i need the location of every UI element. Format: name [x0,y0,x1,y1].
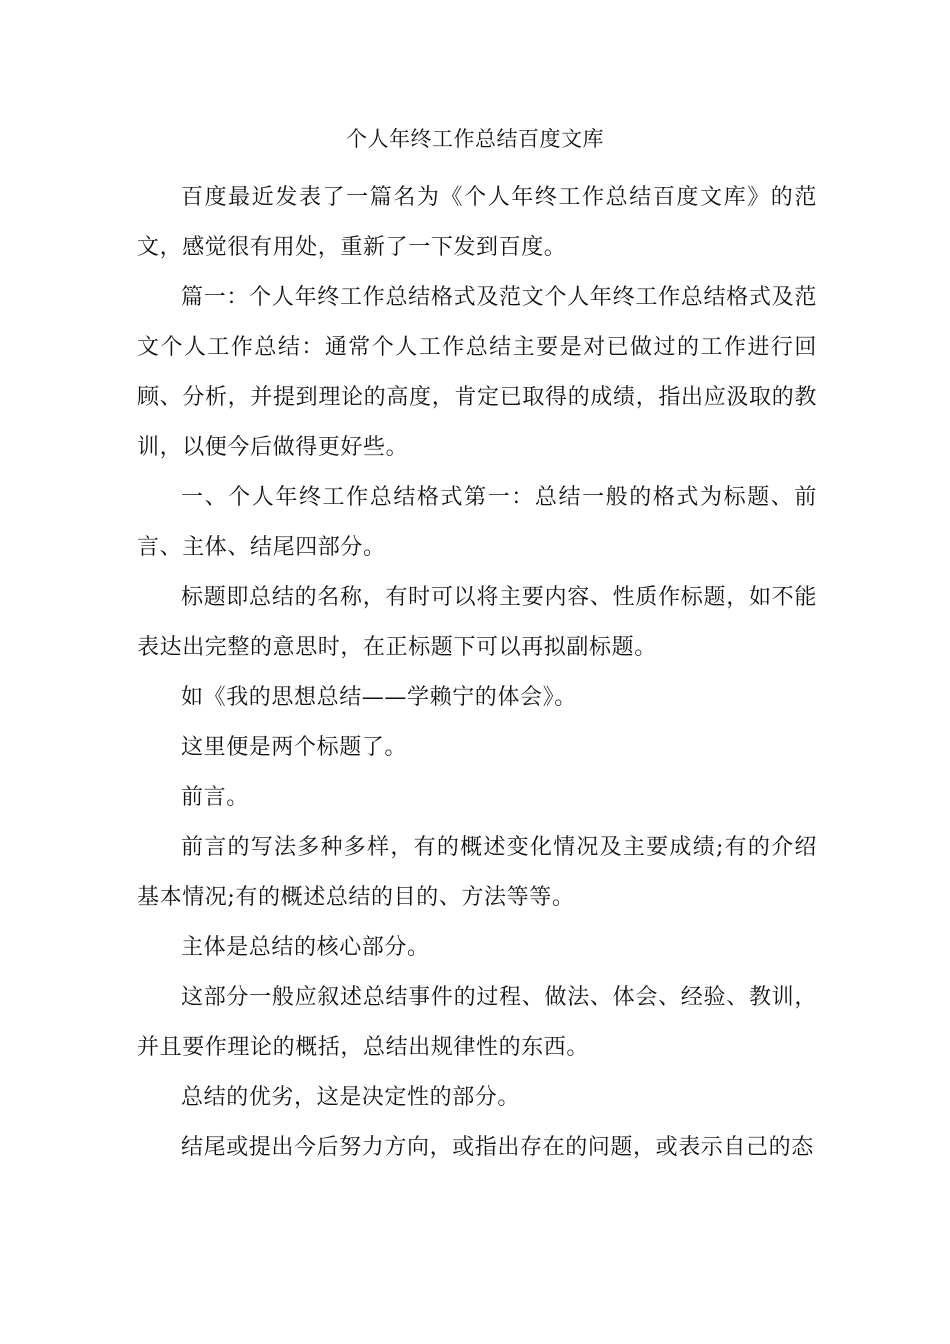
paragraph: 标题即总结的名称，有时可以将主要内容、性质作标题，如不能表达出完整的意思时，在正标题下可以再拟副标题。 [137,585,817,660]
paragraph: 百度最近发表了一篇名为《个人年终工作总结百度文库》的范文，感觉很有用处，重新了一下发到百度。 [137,185,817,260]
paragraph: 主体是总结的核心部分。 [181,935,430,960]
paragraph: 这里便是两个标题了。 [181,735,408,760]
paragraph: 结尾或提出今后努力方向，或指出存在的问题，或表示自己的态 [181,1135,814,1160]
document-title: 个人年终工作总结百度文库 [346,127,604,151]
paragraph: 这部分一般应叙述总结事件的过程、做法、体会、经验、教训，并且要作理论的概括，总结出规律性的东西。 [137,985,817,1060]
paragraph: 前言。 [181,785,249,810]
paragraph: 如《我的思想总结——学赖宁的体会》。 [181,685,577,710]
paragraph: 前言的写法多种多样，有的概述变化情况及主要成绩;有的介绍基本情况;有的概述总结的目的、方法等等。 [137,835,817,910]
paragraph: 一、个人年终工作总结格式第一：总结一般的格式为标题、前言、主体、结尾四部分。 [137,485,817,560]
paragraph: 篇一：个人年终工作总结格式及范文个人年终工作总结格式及范文个人工作总结：通常个人工作总结主要是对已做过的工作进行回顾、分析，并提到理论的高度，肯定已取得的成绩，指出应汲取的教训，以便今后做得更好些。 [137,285,817,460]
paragraph: 总结的优劣，这是决定性的部分。 [181,1085,521,1110]
document-body [137,173,817,1173]
